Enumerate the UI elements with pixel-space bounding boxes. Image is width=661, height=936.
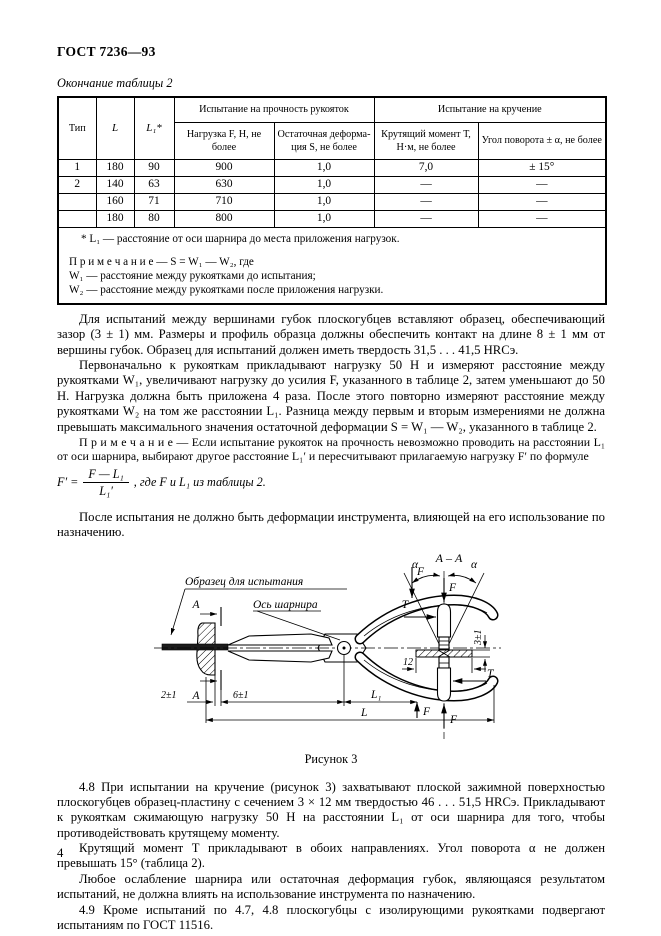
specimen-leader: [171, 589, 185, 635]
cell: 80: [134, 211, 174, 228]
cell: —: [374, 211, 478, 228]
paragraph-note: П р и м е ч а н и е — Если испытание рукояток на прочность невозможно проводить на расстоянии L₁ от оси шарнира, выбирают другое расстояние L₁′ и пересчитывают прилагаемую нагрузку F′ по формуле: [57, 434, 605, 464]
footnote-note-head: П р и м е ч а н и е — S = W₁ — W₂, где: [69, 256, 254, 268]
formula-tail: , где F и L₁ из таблицы 2.: [133, 474, 266, 489]
cell: 630: [174, 177, 274, 194]
cell: 180: [96, 211, 134, 228]
cell: 1: [58, 160, 96, 177]
cell: 140: [96, 177, 134, 194]
formula: [57, 467, 605, 498]
col-header-load: Нагрузка F, Н, не более: [174, 123, 274, 160]
cell: 1,0: [274, 160, 374, 177]
cell: —: [478, 177, 606, 194]
cell: 800: [174, 211, 274, 228]
section-upper-handle: [438, 604, 451, 637]
cell: [58, 211, 96, 228]
label-section-a-bottom: A: [192, 689, 200, 702]
section-view-a-a: [402, 551, 495, 739]
section-label-f-bottom: F: [450, 713, 458, 726]
dim-l: L: [361, 706, 368, 719]
cell: 63: [134, 177, 174, 194]
cell: 2: [58, 177, 96, 194]
cell: —: [374, 177, 478, 194]
table-2: [57, 96, 607, 305]
cell: [58, 194, 96, 211]
cell: —: [478, 211, 606, 228]
paragraph-4-9: 4.9 Кроме испытаний по 4.7, 4.8 плоскогубцы с изолирующими рукоятками подвергают испытаниям по ГОСТ 11516.: [57, 902, 605, 932]
col-header-torque: Крутящий момент Т, Н·м, не более: [374, 123, 478, 160]
paragraph-4-8-c: Любое ослабление шарнира или остаточная деформация губок, являющаяся результатом испытаний, не должна влиять на использование инструмента по назначению.: [57, 871, 605, 902]
table-continuation-caption: Окончание таблицы 2: [57, 76, 173, 90]
dim-3: 3±1: [473, 629, 484, 645]
group-header-strength: Испытание на прочность рукояток: [174, 97, 374, 123]
formula-numerator: F — L₁: [83, 467, 128, 483]
label-hinge-axis: Ось шарнира: [253, 598, 318, 611]
cell: 71: [134, 194, 174, 211]
paragraph-after-test: После испытания не должно быть деформации инструмента, влияющей на его использование по назначению.: [57, 509, 605, 540]
label-t-right: T: [487, 667, 494, 680]
page-number: 4: [57, 846, 64, 860]
dim-6: 6±1: [233, 689, 249, 701]
section-label-f-top: F: [449, 581, 457, 594]
col-header-deformation: Остаточная деформация S, не более: [274, 123, 374, 160]
col-header-l1: L₁*: [134, 97, 174, 160]
hinge-center-dot: [343, 646, 346, 649]
section-lower-neck: [439, 657, 449, 668]
label-f-bottom: F: [423, 705, 431, 718]
figure-drawing: [149, 551, 579, 743]
dim-2: 2±1: [161, 689, 177, 701]
table-row: [58, 194, 606, 211]
section-title: А – А: [435, 550, 463, 565]
formula-lhs: F′ =: [57, 474, 79, 489]
cell: 180: [96, 160, 134, 177]
footnote-w2: W₂ — расстояние между рукоятками после приложения нагрузки.: [69, 284, 384, 296]
label-specimen: Образец для испытания: [185, 575, 304, 588]
paragraph-4-8-a: 4.8 При испытании на кручение (рисунок 3) захватывают плоской зажимной поверхностью плоскогубцев образец-пластину с сечением 3 × 12 мм твердостью 46 . . . 51,5 HRCэ. Прикладывают к рукояткам сжимающую нагрузку 50 Н на расстоянии L₁ от оси шарнира для того, чтобы противодействовать крутящему моменту.: [57, 779, 605, 840]
section-upper-neck: [439, 637, 449, 649]
lower-jaw: [228, 651, 332, 662]
cell: ± 15°: [478, 160, 606, 177]
cell: 1,0: [274, 211, 374, 228]
figure-3: [149, 551, 579, 748]
label-alpha-right: α: [470, 558, 478, 571]
group-header-torsion: Испытание на кручение: [374, 97, 606, 123]
footnote-l1: * L₁ — расстояние от оси шарнира до места приложения нагрузок.: [81, 233, 400, 245]
dim-12: 12: [403, 656, 413, 668]
label-alpha-left: α: [411, 558, 419, 571]
cell: 7,0: [374, 160, 478, 177]
paragraph-specimen: Для испытаний между вершинами губок плоскогубцев вставляют образец, обеспечивающий зазор (3 ± 1) мм. Размеры и профиль образца должны обеспечить контакт на длине 8 ± 1 мм от вершины губок. Образец для испытаний должен иметь твердость 31,5 . . . 41,5 HRCэ.: [57, 312, 605, 357]
upper-jaw: [228, 634, 332, 645]
section-lower-handle: [438, 668, 451, 701]
figure-caption: Рисунок 3: [304, 751, 358, 766]
formula-denominator: L₁′: [99, 483, 113, 498]
paragraph-4-8-b: Крутящий момент Т прикладывают в обоих направлениях. Угол поворота α не должен превышать 15° (таблица 2).: [57, 841, 605, 871]
col-header-angle: Угол поворота ± α, не более: [478, 123, 606, 160]
test-specimen-bar: [162, 644, 228, 650]
label-section-a-top: A: [192, 598, 200, 611]
cell: 160: [96, 194, 134, 211]
table-row: [58, 177, 606, 194]
paragraph-procedure: Первоначально к рукояткам прикладывают нагрузку 50 Н и измеряют расстояние между рукоятками W₁, увеличивают нагрузку до усилия F, указанного в таблице 2, затем уменьшают до 50 Н. Нагрузка должна быть приложена 4 раза. После этого повторно измеряют расстояние между рукоятками W₂ на том же расстоянии L₁. Разница между первым и вторым измерениями не должна превышать максимального значения остаточной деформации S = W₁ — W₂, указанного в таблице 2.: [57, 358, 605, 434]
cell: 90: [134, 160, 174, 177]
cell: 900: [174, 160, 274, 177]
table-row: [58, 160, 606, 177]
formula-fraction: [83, 467, 128, 498]
dim-l1: L₁: [371, 688, 382, 701]
col-header-type: Тип: [58, 97, 96, 160]
cell: 1,0: [274, 177, 374, 194]
gost-number: ГОСТ 7236—93: [57, 44, 156, 59]
label-t-left: T: [401, 598, 409, 611]
table-footnote-block: [58, 228, 606, 305]
footnote-w1: W₁ — расстояние между рукоятками до испытания;: [69, 270, 316, 282]
table-row: [58, 211, 606, 228]
cell: —: [374, 194, 478, 211]
cell: —: [478, 194, 606, 211]
label-f-top: F: [417, 565, 425, 578]
col-header-l: L: [96, 97, 134, 160]
cell: 710: [174, 194, 274, 211]
cell: 1,0: [274, 194, 374, 211]
